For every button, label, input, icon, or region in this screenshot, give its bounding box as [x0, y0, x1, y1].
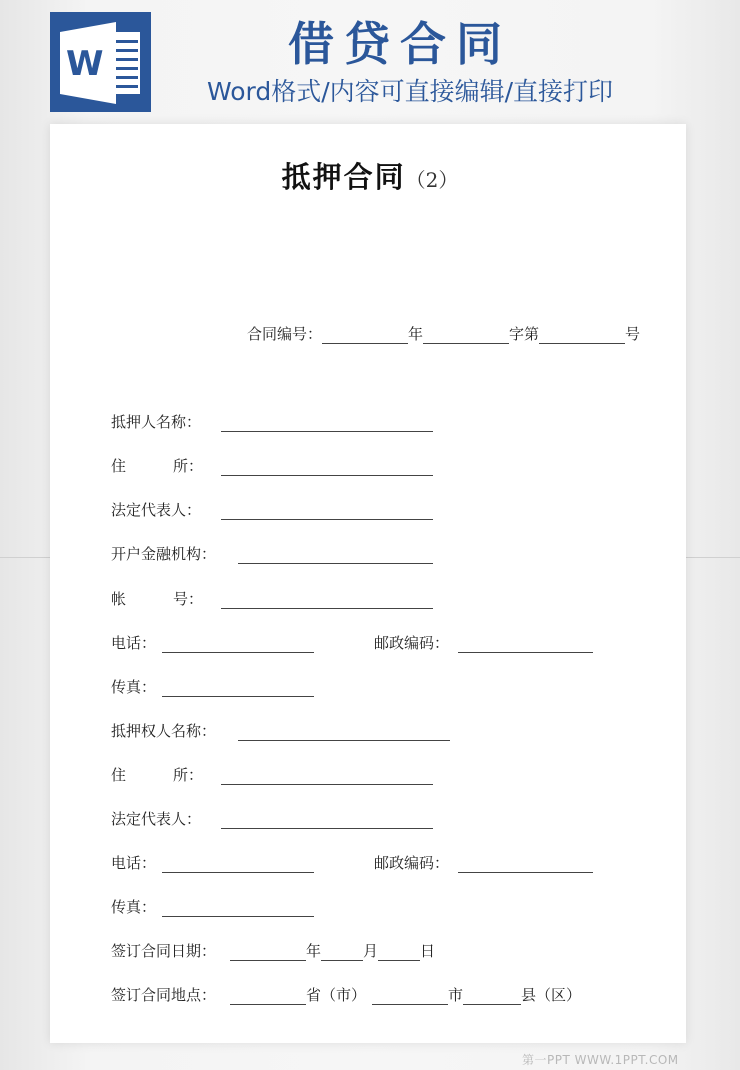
- sign-province-field[interactable]: [230, 989, 306, 1005]
- mortgagee-fax-label: 传真：: [111, 898, 157, 916]
- mortgagee-postcode-field[interactable]: [458, 857, 593, 873]
- mortgagor-legal-rep-label: 法定代表人：: [111, 501, 202, 519]
- contract-number-label: 合同编号：: [247, 325, 323, 343]
- mortgagee-postcode-label: 邮政编码：: [374, 854, 450, 872]
- mortgagee-phone-label: 电话：: [111, 854, 157, 872]
- mortgagor-name-label: 抵押人名称：: [111, 413, 202, 431]
- mortgagor-postcode-field[interactable]: [458, 637, 593, 653]
- mortgagor-phone-row: [111, 633, 593, 653]
- province-text: 省（市）: [306, 986, 367, 1004]
- mortgagor-fax-row: [111, 677, 314, 697]
- mortgagor-name-field[interactable]: [221, 416, 433, 432]
- city-text: 市: [448, 986, 464, 1004]
- mortgagor-account-row: [111, 589, 433, 609]
- mortgagor-postcode-label: 邮政编码：: [374, 634, 450, 652]
- document-title-number: （2）: [405, 168, 459, 192]
- month-text: 月: [363, 942, 379, 960]
- mortgagee-name-label: 抵押权人名称：: [111, 722, 217, 740]
- document-title-text: 抵押合同: [281, 160, 406, 194]
- year-text: 年: [306, 942, 322, 960]
- sign-place-label: 签订合同地点：: [111, 986, 217, 1004]
- contract-number-row: [247, 324, 640, 344]
- contract-year-field[interactable]: [322, 328, 408, 344]
- mortgagor-phone-field[interactable]: [162, 637, 314, 653]
- sign-city-field[interactable]: [372, 989, 448, 1005]
- sign-date-label: 签订合同日期：: [111, 942, 217, 960]
- document-title: [0, 155, 740, 196]
- mortgagor-fax-field[interactable]: [162, 681, 314, 697]
- mortgagor-bank-row: [111, 544, 433, 564]
- sign-county-field[interactable]: [463, 989, 521, 1005]
- microsoft-word-icon: [50, 12, 151, 112]
- sign-month-field[interactable]: [321, 945, 363, 961]
- mortgagee-legal-rep-field[interactable]: [221, 813, 433, 829]
- mortgagor-fax-label: 传真：: [111, 678, 157, 696]
- logo-letter: W: [66, 44, 104, 84]
- mortgagee-legal-rep-label: 法定代表人：: [111, 810, 202, 828]
- sign-date-row: [111, 941, 435, 961]
- sign-place-row: [111, 985, 581, 1005]
- year-text: 年: [408, 325, 424, 343]
- mortgagee-name-row: [111, 721, 450, 741]
- mortgagee-address-field[interactable]: [221, 769, 433, 785]
- mortgagor-legal-rep-field[interactable]: [221, 504, 433, 520]
- sign-day-field[interactable]: [378, 945, 420, 961]
- mortgagor-address-row: [111, 456, 433, 476]
- mortgagee-phone-field[interactable]: [162, 857, 314, 873]
- mortgagor-name-row: [111, 412, 433, 432]
- banner-subtitle: Word格式/内容可直接编辑/直接打印: [206, 77, 614, 106]
- mortgagor-legal-rep-row: [111, 500, 433, 520]
- watermark: 第一PPT WWW.1PPT.COM: [522, 1053, 679, 1067]
- mortgagee-address-label: 住 所：: [111, 766, 203, 784]
- mortgagor-account-label: 帐 号：: [111, 590, 203, 608]
- day-text: 日: [420, 942, 436, 960]
- banner-title: 借贷合同: [288, 17, 512, 71]
- mortgagor-bank-field[interactable]: [238, 548, 433, 564]
- mortgagee-fax-field[interactable]: [162, 901, 314, 917]
- mortgagee-legal-rep-row: [111, 809, 433, 829]
- contract-prefix-field[interactable]: [423, 328, 509, 344]
- mortgagor-address-label: 住 所：: [111, 457, 203, 475]
- contract-serial-field[interactable]: [539, 328, 625, 344]
- county-text: 县（区）: [521, 986, 582, 1004]
- mortgagor-address-field[interactable]: [221, 460, 433, 476]
- sign-year-field[interactable]: [230, 945, 306, 961]
- mortgagor-bank-label: 开户金融机构：: [111, 545, 217, 563]
- mortgagee-name-field[interactable]: [238, 725, 450, 741]
- char-no-text: 字第: [509, 325, 540, 343]
- mortgagee-fax-row: [111, 897, 314, 917]
- mortgagor-phone-label: 电话：: [111, 634, 157, 652]
- mortgagee-phone-row: [111, 853, 593, 873]
- mortgagee-address-row: [111, 765, 433, 785]
- number-suffix-text: 号: [625, 325, 641, 343]
- mortgagor-account-field[interactable]: [221, 593, 433, 609]
